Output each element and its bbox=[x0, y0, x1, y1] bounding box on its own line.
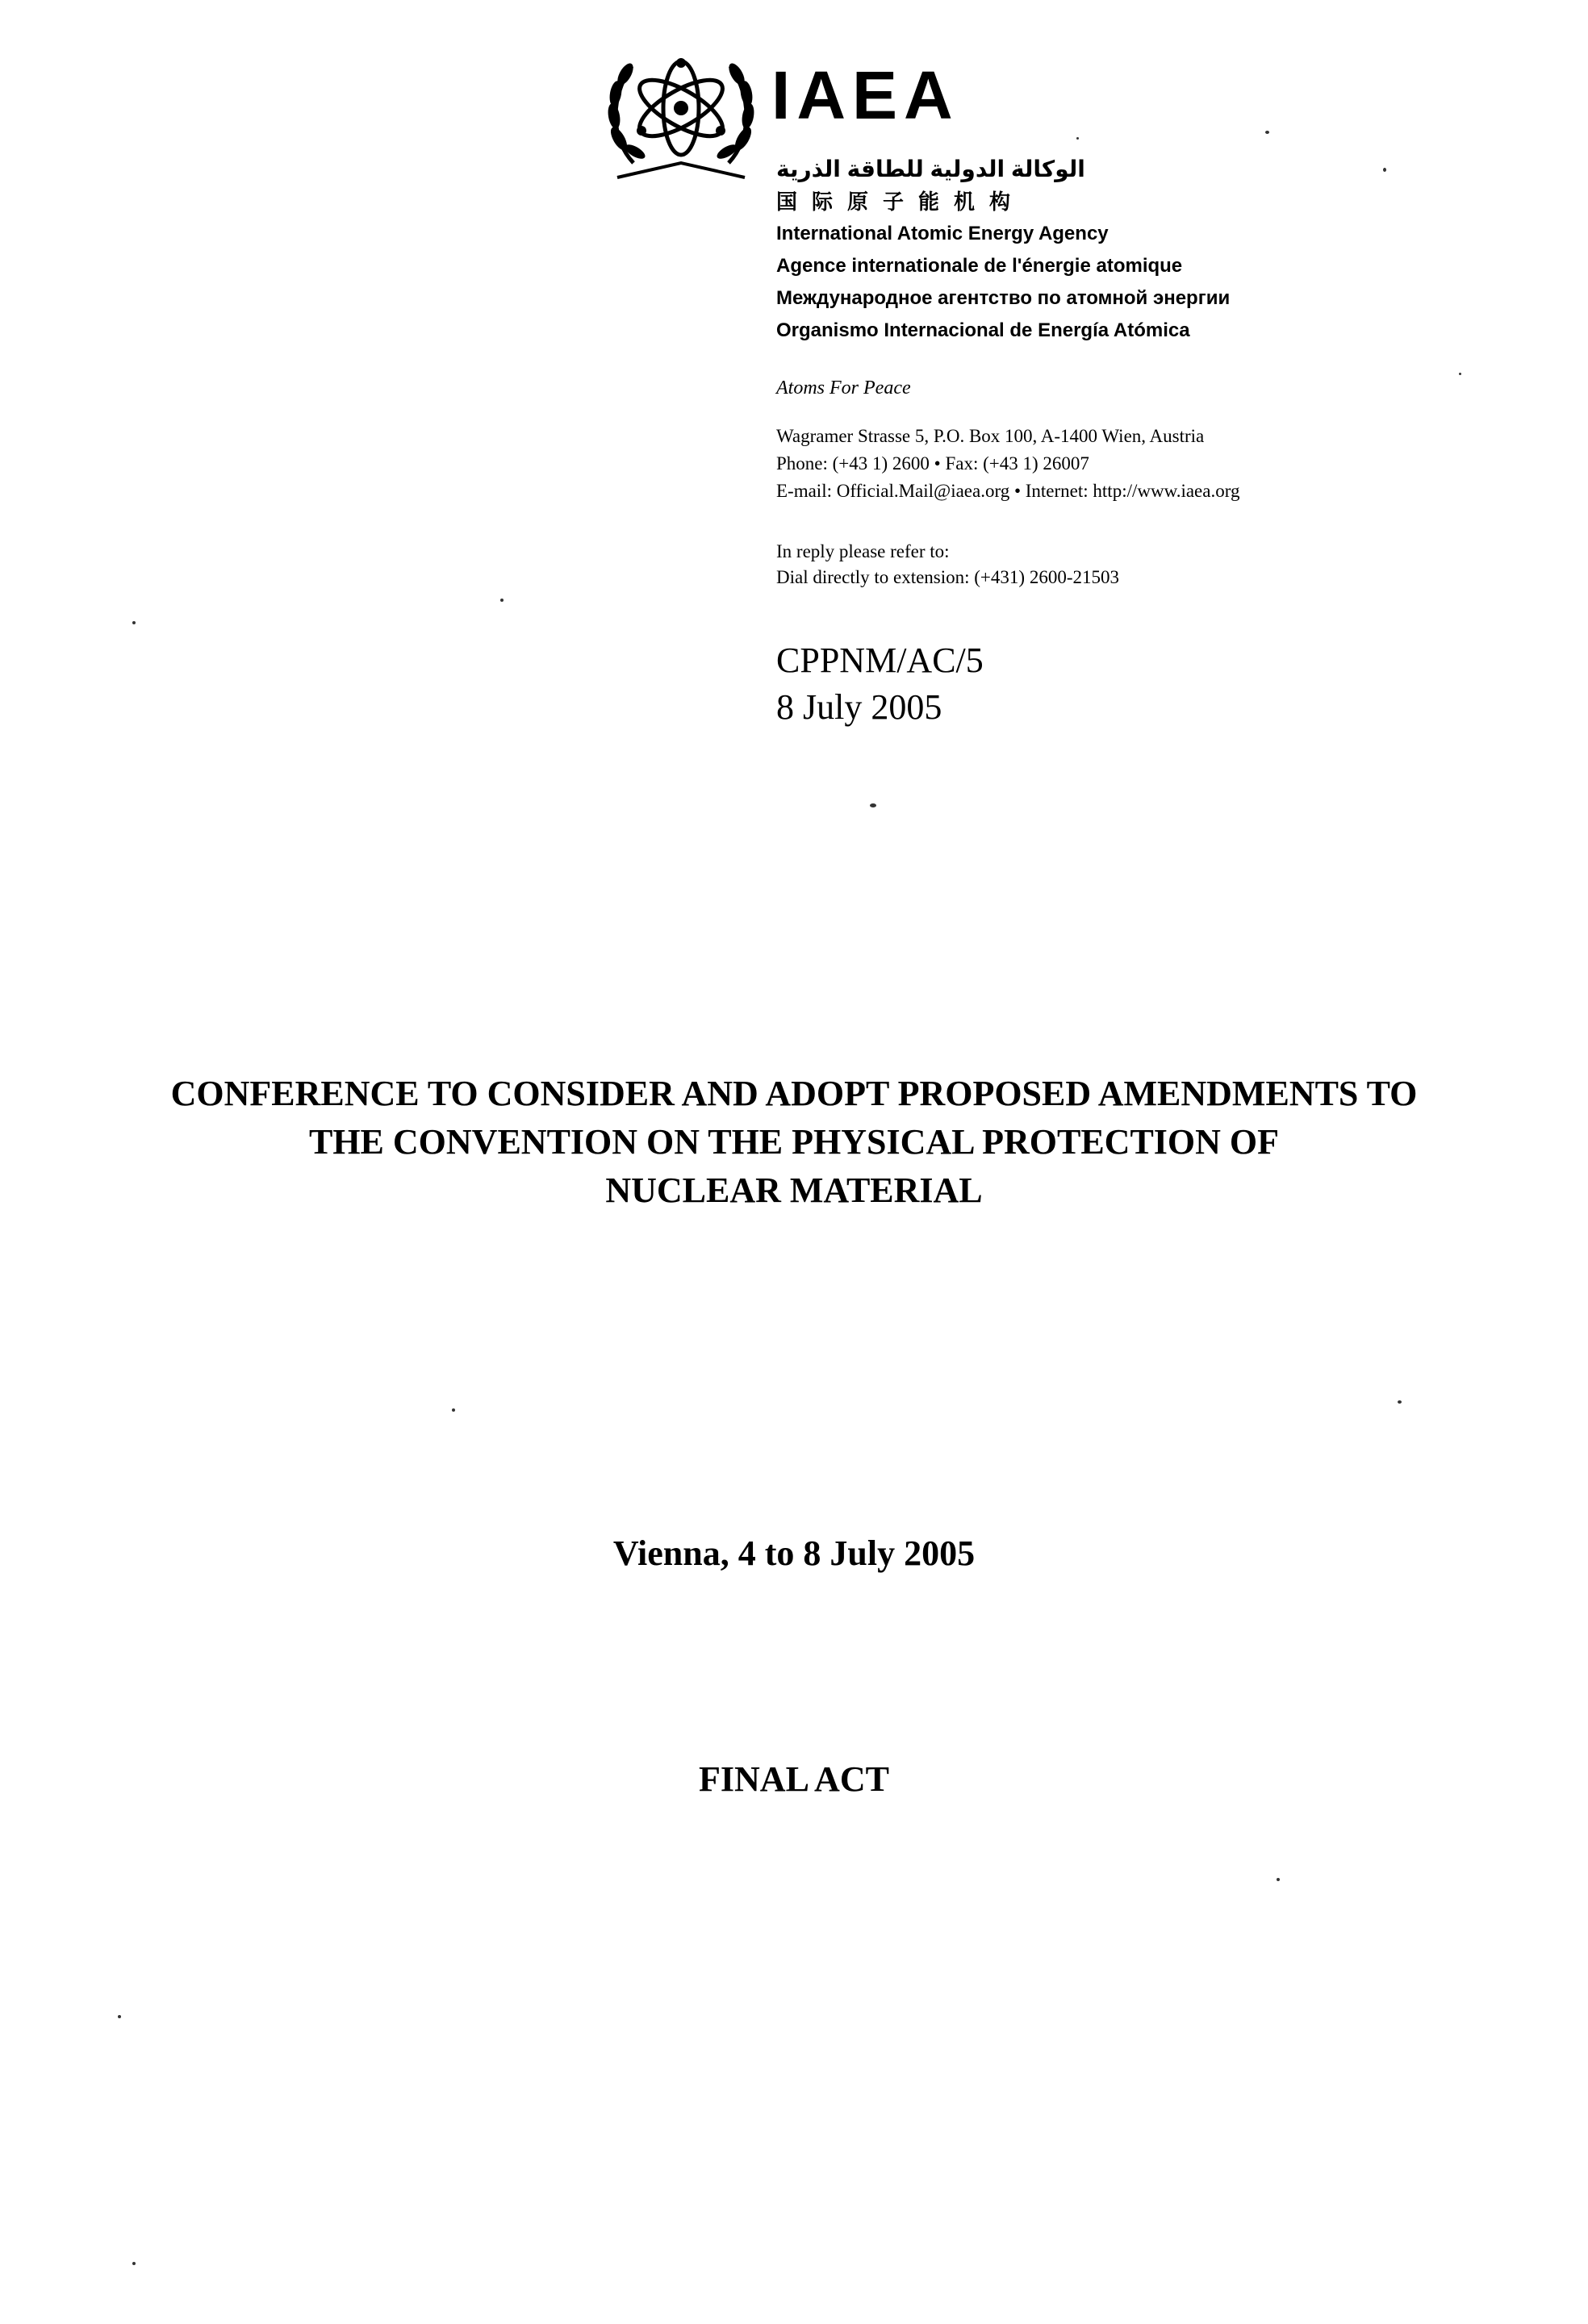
dial-extension: Dial directly to extension: (+431) 2600-21503 bbox=[776, 567, 1119, 587]
venue-dates: Vienna, 4 to 8 July 2005 bbox=[612, 1533, 976, 1573]
agency-name-chinese: 国际原子能机构 bbox=[776, 190, 1026, 214]
scan-speck bbox=[1398, 1400, 1402, 1404]
scan-speck bbox=[1265, 131, 1269, 134]
title-line-2: THE CONVENTION ON THE PHYSICAL PROTECTION OF bbox=[308, 1122, 1280, 1162]
iaea-emblem-icon bbox=[601, 42, 761, 184]
document-reference-block bbox=[776, 637, 984, 731]
phone-fax: Phone: (+43 1) 2600 • Fax: (+43 1) 26007 bbox=[776, 453, 1089, 474]
scan-speck bbox=[132, 621, 136, 624]
agency-name-spanish: Organismo Internacional de Energía Atómica bbox=[776, 319, 1190, 341]
agency-name-english: International Atomic Energy Agency bbox=[776, 223, 1109, 244]
email-internet: E-mail: Official.Mail@iaea.org • Internet: http://www.iaea.org bbox=[776, 481, 1240, 501]
agency-name-french: Agence internationale de l'énergie atomique bbox=[776, 255, 1183, 277]
document-reference: CPPNM/AC/5 bbox=[776, 640, 984, 680]
reply-block bbox=[776, 539, 1119, 590]
contact-block bbox=[776, 423, 1239, 505]
scan-speck bbox=[452, 1408, 455, 1412]
title-line-3: NUCLEAR MATERIAL bbox=[605, 1170, 983, 1210]
agency-name-arabic: الوكالة الدولية للطاقة الذرية bbox=[776, 156, 1085, 181]
scan-speck bbox=[1459, 373, 1461, 375]
postal-address: Wagramer Strasse 5, P.O. Box 100, A-1400 Wien, Austria bbox=[776, 426, 1205, 446]
scan-speck bbox=[1383, 168, 1386, 172]
title-line-1: CONFERENCE TO CONSIDER AND ADOPT PROPOSED AMENDMENTS TO bbox=[170, 1074, 1418, 1113]
scan-speck bbox=[132, 2262, 136, 2265]
iaea-wordmark: IAEA bbox=[771, 57, 959, 133]
scan-speck bbox=[1277, 1878, 1280, 1881]
agency-name-russian: Международное агентство по атомной энергии bbox=[776, 287, 1231, 309]
scan-speck bbox=[500, 599, 504, 602]
motto: Atoms For Peace bbox=[776, 378, 911, 398]
document-title bbox=[48, 1070, 1540, 1215]
document-date: 8 July 2005 bbox=[776, 687, 942, 727]
scan-speck bbox=[1076, 137, 1079, 140]
agency-names-block bbox=[776, 153, 1502, 347]
scan-speck bbox=[870, 803, 876, 807]
reply-instruction: In reply please refer to: bbox=[776, 541, 950, 561]
scan-speck bbox=[118, 2015, 121, 2018]
section-heading: FINAL ACT bbox=[699, 1759, 889, 1799]
